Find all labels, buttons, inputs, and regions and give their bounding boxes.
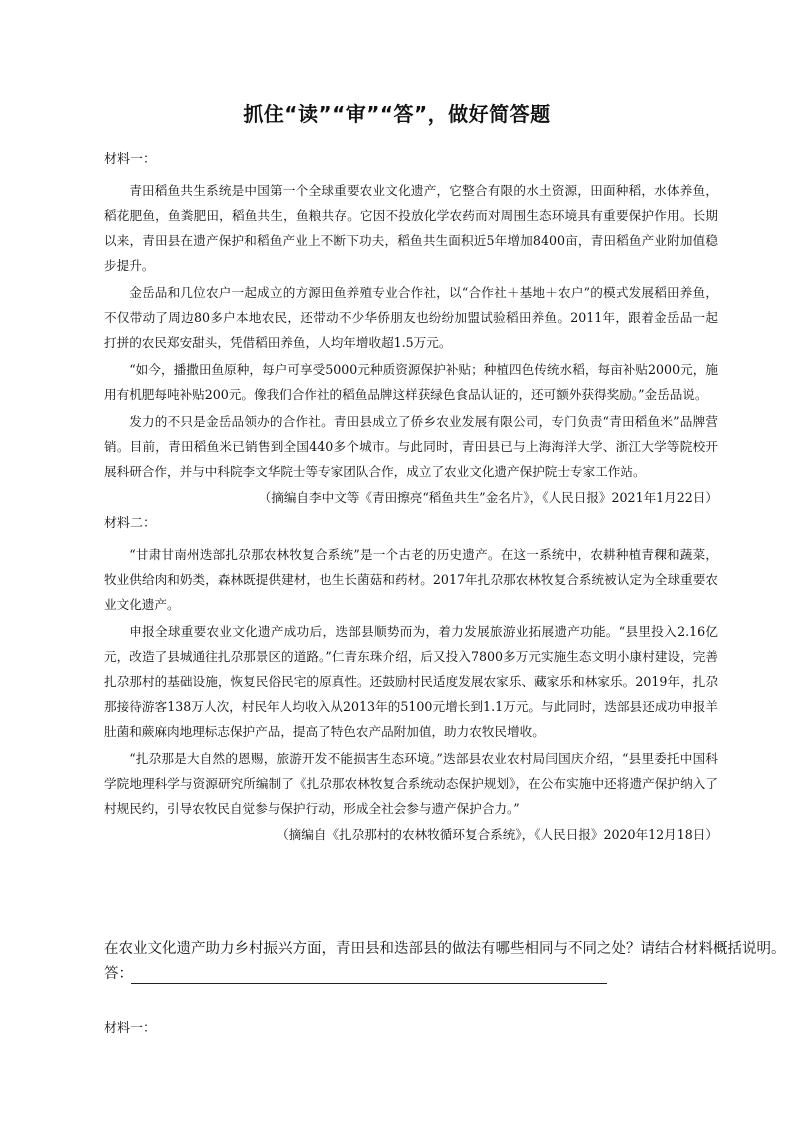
- answer-blank-line[interactable]: [131, 983, 607, 984]
- material-1-paragraph: 青田稻鱼共生系统是中国第一个全球重要农业文化遗产，它整合有限的水土资源，田面种稻，水体养鱼，稻花肥鱼，鱼粪肥田，稻鱼共生，鱼粮共存。它因不投放化学农药而对周围生态环境具有重要保护作用。长期以来，青田县在遗产保护和稻鱼产业上不断下功夫，稻鱼共生面积近5年增加8400亩，青田稻鱼产业附加值稳步提升。: [104, 183, 718, 273]
- answer-label: 答：: [104, 966, 133, 982]
- question-text: 在农业文化遗产助力乡村振兴方面，青田县和迭部县的做法有哪些相同与不同之处？请结合材料概括说明。: [104, 941, 786, 957]
- material-2-label: 材料二：: [104, 516, 157, 531]
- material-1-source: （摘编自李中文等《青田擦亮“稻鱼共生”金名片》，《人民日报》2021年1月22日）: [258, 490, 718, 505]
- material-1-label: 材料一：: [104, 152, 157, 167]
- material-1-paragraph: 金岳品和几位农户一起成立的方源田鱼养殖专业合作社，以“合作社＋基地＋农户”的模式发展稻田养鱼，不仅带动了周边80多户本地农民，还带动不少华侨朋友也纷纷加盟试验稻田养鱼。2011年，跟着金岳品一起打拼的农民郑安甜头，凭借稻田养鱼，人均年增收超1.5万元。: [104, 285, 718, 350]
- next-material-label: 材料一：: [104, 1021, 157, 1036]
- material-2-paragraph: “甘肃甘南州迭部扎尕那农林牧复合系统”是一个古老的历史遗产。在这一系统中，农耕种植青稞和蔬菜，牧业供给肉和奶类，森林既提供建材，也生长菌菇和药材。2017年扎尕那农林牧复合系统被认定为全球重要农业文化遗产。: [104, 547, 718, 612]
- material-2-source: （摘编自《扎尕那村的农林牧循环复合系统》，《人民日报》2020年12月18日）: [276, 827, 718, 842]
- material-1-paragraph: “如今，播撒田鱼原种，每户可享受5000元种质资源保护补贴；种植四色传统水稻，每亩补贴2000元，施用有机肥每吨补贴200元。像我们合作社的稻鱼品牌这样获绿色食品认证的，还可额外获得奖励。”金岳品说。: [104, 362, 718, 402]
- material-2-paragraph: 申报全球重要农业文化遗产成功后，迭部县顺势而为，着力发展旅游业拓展遗产功能。“县里投入2.16亿元，改造了县城通往扎尕那景区的道路。”仁青东珠介绍，后又投入7800多万元实施生态文明小康村建设，完善扎尕那村的基础设施，恢复民俗民宅的原真性。还鼓励村民适度发展农家乐、藏家乐和林家乐。2019年，扎尕那接待游客138万人次，村民年人均收入从2013年的5100元增长到1.1万元。与此同时，迭部县还成功申报羊肚菌和蕨麻肉地理标志保护产品，提高了特色农产品附加值，助力农牧民增收。: [104, 624, 718, 739]
- page-title: 抓住“读”“审”“答”，做好简答题: [243, 102, 551, 126]
- reading-content: [104, 150, 718, 851]
- material-2-paragraph: “扎尕那是大自然的恩赐，旅游开发不能损害生态环境。”迭部县农业农村局闫国庆介绍，“县里委托中国科学院地理科学与资源研究所编制了《扎尕那农林牧复合系统动态保护规划》，在公布实施中还将遗产保护纳入了村规民约，引导农牧民自觉参与保护行动，形成全社会参与遗产保护合力。”: [104, 751, 718, 816]
- material-1-paragraph: 发力的不只是金岳品领办的合作社。青田县成立了侨乡农业发展有限公司，专门负责“青田稻鱼米”品牌营销。目前，青田稻鱼米已销售到全国440多个城市。与此同时，青田县已与上海海洋大学、浙江大学等院校开展科研合作，并与中科院李文华院士等专家团队合作，成立了农业文化遗产保护院士专家工作站。: [104, 414, 718, 479]
